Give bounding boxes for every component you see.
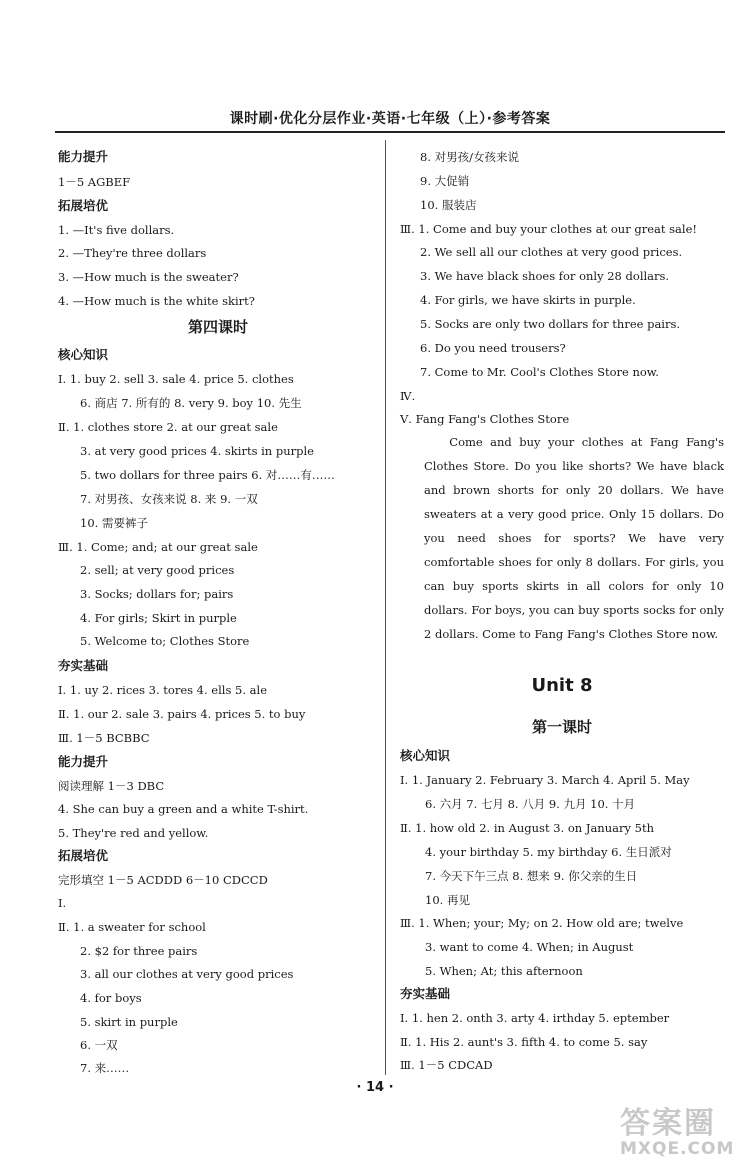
answer-line: 9. 大促销 — [420, 174, 470, 188]
answer-line: Ⅰ. 1. buy 2. sell 3. sale 4. price 5. clothes — [58, 372, 294, 386]
answer-line: Ⅱ. 1. clothes store 2. at our great sale — [58, 420, 278, 434]
answer-paragraph: Come and buy your clothes at Fang Fang's Clothes Store. Do you like shorts? We have black and brown shorts for only 20 dollars. We have sweaters at a very good price. Only 15 dollars. Do you need shoes for sports? We have very comfortable shoes for only 8 dollars. For girls, you can buy sports skirts in all colors for only 10 dollars. For boys, you can buy sports socks for only 2 dollars. Come to Fang Fang's Clothes Store now. — [424, 435, 724, 641]
answer-line: 10. 需要裤子 — [80, 516, 148, 530]
answer-line: 1. —It's five dollars. — [58, 223, 175, 237]
section-heading: 能力提升 — [58, 149, 109, 164]
section-heading: 核心知识 — [400, 748, 451, 763]
section-heading: 拓展培优 — [58, 198, 109, 213]
answer-line: 阅读理解 1－3 DBC — [58, 779, 165, 793]
answer-line: 5. Socks are only two dollars for three pairs. — [420, 317, 681, 331]
section-heading: 夯实基础 — [58, 658, 109, 673]
answer-line: Ⅰ. — [58, 896, 67, 910]
answer-line: 4. For girls; Skirt in purple — [80, 611, 237, 625]
answer-line: 10. 服装店 — [420, 198, 477, 212]
section-heading: 夯实基础 — [400, 986, 451, 1001]
answer-line: Ⅰ. 1. uy 2. rices 3. tores 4. ells 5. ale — [58, 683, 267, 697]
answer-line: 5. Welcome to; Clothes Store — [80, 634, 250, 648]
answer-line: 7. 来…… — [80, 1061, 130, 1075]
answer-line: 1－5 AGBEF — [58, 175, 131, 189]
answer-line: 4. for boys — [80, 991, 142, 1005]
answer-line: Ⅰ. 1. January 2. February 3. March 4. April 5. May — [400, 773, 690, 787]
answer-line: Ⅲ. 1. Come; and; at our great sale — [58, 540, 258, 554]
answer-line: 10. 再见 — [425, 893, 470, 907]
answer-line: 完形填空 1－5 ACDDD 6－10 CDCCD — [58, 873, 268, 887]
answer-line: 6. 六月 7. 七月 8. 八月 9. 九月 10. 十月 — [425, 797, 636, 811]
answer-line: 4. She can buy a green and a white T-shirt. — [58, 802, 309, 816]
header-rule — [55, 131, 725, 133]
lesson-title: 第四课时 — [187, 318, 248, 336]
answer-line: 3. all our clothes at very good prices — [80, 967, 294, 981]
answer-line: 4. —How much is the white skirt? — [58, 294, 255, 308]
answer-line: Ⅳ. — [400, 389, 416, 403]
watermark-logo: 答案圈 MXQE.COM — [620, 1106, 735, 1159]
answer-line: Ⅲ. 1－5 CDCAD — [400, 1058, 493, 1072]
page-header: 课时刷·优化分层作业·英语·七年级（上）·参考答案 — [229, 111, 551, 127]
column-divider — [385, 140, 386, 1075]
answer-line: 7. Come to Mr. Cool's Clothes Store now. — [420, 365, 659, 379]
section-heading: 能力提升 — [58, 754, 109, 769]
answer-line: 7. 对男孩、女孩来说 8. 来 9. 一双 — [80, 492, 258, 506]
answer-line: 5. two dollars for three pairs 6. 对……有…… — [80, 468, 335, 482]
answer-line: 6. 一双 — [80, 1038, 118, 1052]
answer-line: Ⅱ. 1. His 2. aunt's 3. fifth 4. to come 5. say — [400, 1035, 648, 1049]
answer-line: 6. Do you need trousers? — [420, 341, 566, 355]
answer-line: Ⅴ. Fang Fang's Clothes Store — [400, 412, 570, 426]
answer-line: 6. 商店 7. 所有的 8. very 9. boy 10. 先生 — [80, 396, 302, 410]
answer-line: Ⅱ. 1. a sweater for school — [58, 920, 206, 934]
section-heading: 拓展培优 — [58, 848, 109, 863]
answer-line: 3. want to come 4. When; in August — [425, 940, 634, 954]
lesson-title: 第一课时 — [531, 718, 592, 736]
answer-line: 5. When; At; this afternoon — [425, 964, 583, 978]
answer-line: 4. your birthday 5. my birthday 6. 生日派对 — [425, 845, 672, 859]
answer-line: Ⅱ. 1. how old 2. in August 3. on January 5th — [400, 821, 654, 835]
answer-line: 8. 对男孩/女孩来说 — [420, 150, 520, 164]
answer-line: 3. —How much is the sweater? — [58, 270, 239, 284]
page-number: · 14 · — [356, 1080, 394, 1095]
answer-line: 3. at very good prices 4. skirts in purple — [80, 444, 314, 458]
section-heading: 核心知识 — [58, 347, 109, 362]
answer-line: 4. For girls, we have skirts in purple. — [420, 293, 636, 307]
answer-line: 7. 今天下午三点 8. 想来 9. 你父亲的生日 — [425, 869, 638, 883]
answer-line: 5. skirt in purple — [80, 1015, 178, 1029]
answer-line: 5. They're red and yellow. — [58, 826, 209, 840]
answer-line: Ⅲ. 1. Come and buy your clothes at our great sale! — [400, 222, 698, 236]
answer-line: 2. sell; at very good prices — [80, 563, 235, 577]
answer-line: Ⅲ. 1－5 BCBBC — [58, 731, 150, 745]
answer-line: 3. We have black shoes for only 28 dollars. — [420, 269, 670, 283]
answer-line: 2. We sell all our clothes at very good prices. — [420, 245, 683, 259]
answer-line: 3. Socks; dollars for; pairs — [80, 587, 234, 601]
answer-line: Ⅲ. 1. When; your; My; on 2. How old are; twelve — [400, 916, 684, 930]
answer-line: Ⅱ. 1. our 2. sale 3. pairs 4. prices 5. to buy — [58, 707, 306, 721]
answer-line: 2. —They're three dollars — [58, 246, 207, 260]
unit-title: Unit 8 — [531, 675, 593, 696]
answer-line: Ⅰ. 1. hen 2. onth 3. arty 4. irthday 5. eptember — [400, 1011, 670, 1025]
answer-line: 2. $2 for three pairs — [80, 944, 198, 958]
